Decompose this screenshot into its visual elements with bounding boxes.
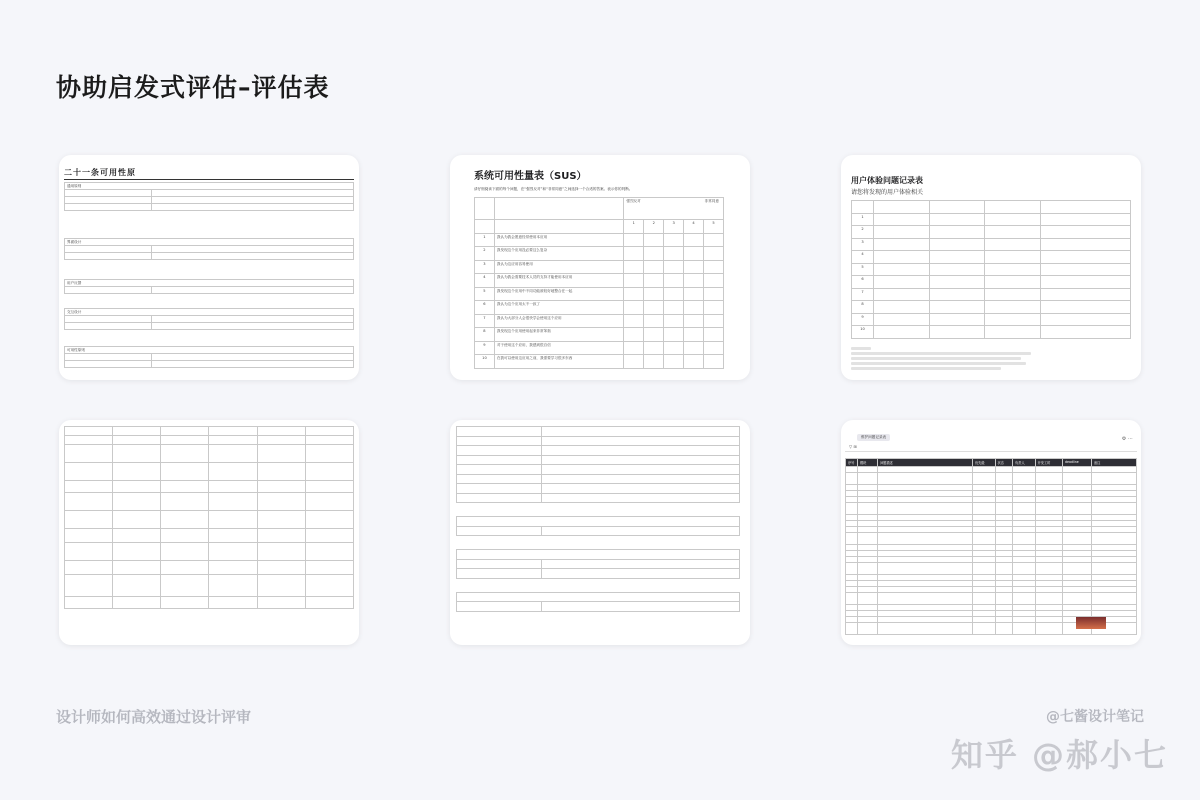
rating-cell[interactable]	[664, 287, 684, 301]
rating-cell[interactable]	[644, 274, 664, 288]
spreadsheet-cell[interactable]	[878, 533, 973, 545]
issue-cell[interactable]	[985, 276, 1041, 289]
watermark: 知乎 @郝小七	[950, 736, 1168, 774]
rating-cell[interactable]	[704, 274, 724, 288]
rating-cell[interactable]	[664, 355, 684, 369]
spreadsheet-cell[interactable]	[973, 623, 996, 635]
spreadsheet-cell[interactable]	[1013, 593, 1036, 605]
section-title: 通用原则	[64, 182, 354, 189]
spreadsheet-cell[interactable]	[1063, 473, 1092, 485]
issue-cell[interactable]	[874, 301, 930, 314]
row-number: 1	[852, 213, 874, 226]
row-number: 9	[852, 313, 874, 326]
column-header: 备注	[1092, 459, 1137, 467]
usability-principles-card	[59, 155, 359, 380]
spreadsheet-cell[interactable]	[1035, 533, 1062, 545]
spreadsheet-cell[interactable]	[858, 563, 878, 575]
question-text: 我认为我会需要技术人员的支持才能使用本应用	[494, 274, 623, 288]
spreadsheet-cell[interactable]	[995, 503, 1013, 515]
spreadsheet-cell[interactable]	[1013, 623, 1036, 635]
issue-cell[interactable]	[985, 238, 1041, 251]
question-number: 2	[475, 247, 495, 261]
issue-cell[interactable]	[1041, 251, 1131, 264]
question-text: 我认为我会愿意经常使用本应用	[494, 233, 623, 247]
rating-cell[interactable]	[644, 314, 664, 328]
principles-table	[64, 245, 354, 260]
issue-cell[interactable]	[874, 251, 930, 264]
rating-cell[interactable]	[664, 260, 684, 274]
spreadsheet-table	[845, 458, 1137, 635]
spreadsheet-cell[interactable]	[878, 473, 973, 485]
rating-cell[interactable]	[624, 287, 644, 301]
spreadsheet-cell[interactable]	[1035, 473, 1062, 485]
screenshot-thumbnail	[1076, 617, 1106, 629]
sus-question-row	[475, 274, 724, 288]
spreadsheet-row	[846, 503, 1137, 515]
issue-cell[interactable]	[985, 313, 1041, 326]
question-number: 8	[475, 328, 495, 342]
question-text: 我发现这个应用没必要这么复杂	[494, 247, 623, 261]
section-title: 可用性原则	[64, 346, 354, 353]
column-header: deadline	[1063, 459, 1092, 467]
issue-cell[interactable]	[985, 226, 1041, 239]
spreadsheet-cell[interactable]	[858, 623, 878, 635]
scale-number: 4	[684, 220, 704, 234]
row-number: 7	[852, 288, 874, 301]
spreadsheet-row	[846, 593, 1137, 605]
issue-cell[interactable]	[929, 238, 985, 251]
spreadsheet-cell[interactable]	[995, 593, 1013, 605]
ux-issue-table	[851, 200, 1131, 339]
question-number: 4	[475, 274, 495, 288]
spreadsheet-cell[interactable]	[1092, 473, 1137, 485]
spreadsheet-cell[interactable]	[1092, 533, 1137, 545]
card-heading: 用户体验问题记录表	[851, 176, 923, 185]
issue-cell[interactable]	[929, 251, 985, 264]
issue-row	[852, 238, 1131, 251]
rating-cell[interactable]	[644, 260, 664, 274]
share-icon[interactable]: ⚙ ⋯	[1121, 436, 1133, 442]
principles-table	[64, 353, 354, 368]
principles-table	[64, 286, 354, 294]
issue-cell[interactable]	[985, 288, 1041, 301]
issue-cell[interactable]	[1041, 276, 1131, 289]
rating-cell[interactable]	[644, 233, 664, 247]
spreadsheet-cell[interactable]	[1035, 503, 1062, 515]
issue-cell[interactable]	[1041, 238, 1131, 251]
issue-cell[interactable]	[1041, 326, 1131, 339]
scale-number: 1	[624, 220, 644, 234]
card-heading: 二十一条可用性原	[64, 168, 136, 177]
evaluation-grid-card	[59, 420, 359, 645]
issue-cell[interactable]	[874, 263, 930, 276]
rating-cell[interactable]	[644, 341, 664, 355]
spreadsheet-cell[interactable]	[1063, 503, 1092, 515]
spreadsheet-cell[interactable]	[846, 473, 858, 485]
spreadsheet-cell[interactable]	[1035, 593, 1062, 605]
rating-cell[interactable]	[704, 233, 724, 247]
spreadsheet-cell[interactable]	[1013, 563, 1036, 575]
issue-cell[interactable]	[929, 276, 985, 289]
spreadsheet-cell[interactable]	[878, 563, 973, 575]
rating-cell[interactable]	[664, 314, 684, 328]
spreadsheet-row	[846, 563, 1137, 575]
section-title: 界面设计	[64, 238, 354, 245]
sus-scale-card	[450, 155, 750, 380]
sus-question-row	[475, 355, 724, 369]
column-header: 问题描述	[878, 459, 973, 467]
rating-cell[interactable]	[684, 260, 704, 274]
row-number: 3	[852, 238, 874, 251]
spreadsheet-cell[interactable]	[1063, 563, 1092, 575]
scale-left-label: 强烈反对	[626, 199, 641, 203]
rating-cell[interactable]	[704, 341, 724, 355]
rating-cell[interactable]	[684, 274, 704, 288]
spreadsheet-cell[interactable]	[1013, 503, 1036, 515]
scale-number: 5	[704, 220, 724, 234]
principles-section	[64, 346, 354, 368]
principles-table	[64, 189, 354, 211]
sus-question-row	[475, 247, 724, 261]
issue-cell[interactable]	[929, 288, 985, 301]
issue-row	[852, 288, 1131, 301]
rating-cell[interactable]	[684, 314, 704, 328]
section-title: 用户反馈	[64, 279, 354, 286]
rating-cell[interactable]	[684, 287, 704, 301]
card-subtitle: 请仔细阅读下面的每个问题，在“强烈反对”和“非常同意”之间选择一个合适的答案。表示你的判断。	[474, 187, 633, 191]
row-number: 4	[852, 251, 874, 264]
question-number: 3	[475, 260, 495, 274]
question-number: 7	[475, 314, 495, 328]
issue-cell[interactable]	[985, 263, 1041, 276]
rating-cell[interactable]	[684, 247, 704, 261]
spreadsheet-cell[interactable]	[1092, 563, 1137, 575]
row-number: 2	[852, 226, 874, 239]
spreadsheet-cell[interactable]	[973, 563, 996, 575]
issue-cell[interactable]	[1041, 288, 1131, 301]
spreadsheet-cell[interactable]	[973, 593, 996, 605]
issue-row	[852, 226, 1131, 239]
rating-cell[interactable]	[664, 247, 684, 261]
spreadsheet-cell[interactable]	[973, 503, 996, 515]
sus-question-row	[475, 341, 724, 355]
spreadsheet-cell[interactable]	[1092, 593, 1137, 605]
spreadsheet-cell[interactable]	[846, 533, 858, 545]
issue-row	[852, 213, 1131, 226]
rating-cell[interactable]	[624, 233, 644, 247]
sheet-tab[interactable]: 维护问题记录表	[857, 434, 890, 441]
rating-cell[interactable]	[704, 287, 724, 301]
spreadsheet-cell[interactable]	[995, 473, 1013, 485]
rating-cell[interactable]	[664, 328, 684, 342]
column-header: 模块	[858, 459, 878, 467]
principles-section	[64, 238, 354, 260]
issue-row	[852, 276, 1131, 289]
spreadsheet-cell[interactable]	[1092, 503, 1137, 515]
question-text: 我发现这个应用使用起来非常笨拙	[494, 328, 623, 342]
issue-cell[interactable]	[874, 276, 930, 289]
rating-cell[interactable]	[664, 274, 684, 288]
scale-right-label: 非常同意	[704, 199, 719, 203]
rating-cell[interactable]	[624, 260, 644, 274]
rating-cell[interactable]	[684, 301, 704, 315]
rating-cell[interactable]	[664, 301, 684, 315]
question-number: 9	[475, 341, 495, 355]
issue-tracker-spreadsheet-card	[841, 420, 1141, 645]
rating-cell[interactable]	[684, 328, 704, 342]
question-text: 对于使用这个应用，我感到很自信	[494, 341, 623, 355]
issue-cell[interactable]	[874, 226, 930, 239]
footer-author: @七酱设计笔记	[1046, 709, 1144, 725]
rating-cell[interactable]	[704, 301, 724, 315]
rating-cell[interactable]	[704, 328, 724, 342]
spreadsheet-cell[interactable]	[995, 533, 1013, 545]
spreadsheet-cell[interactable]	[1063, 533, 1092, 545]
column-header: 优先级	[973, 459, 996, 467]
card-subtitle: 请您将发现的用户体验相关	[851, 189, 924, 196]
issue-cell[interactable]	[929, 226, 985, 239]
sus-question-row	[475, 328, 724, 342]
issue-cell[interactable]	[874, 238, 930, 251]
sus-question-row	[475, 314, 724, 328]
sus-question-row	[475, 260, 724, 274]
issue-cell[interactable]	[985, 301, 1041, 314]
heading-divider	[64, 179, 354, 180]
question-number: 6	[475, 301, 495, 315]
rating-cell[interactable]	[704, 314, 724, 328]
spreadsheet-cell[interactable]	[858, 533, 878, 545]
principles-section	[64, 308, 354, 330]
rating-cell[interactable]	[644, 301, 664, 315]
rating-cell[interactable]	[684, 341, 704, 355]
sus-question-row	[475, 301, 724, 315]
rating-cell[interactable]	[624, 328, 644, 342]
spreadsheet-cell[interactable]	[1035, 623, 1062, 635]
rating-cell[interactable]	[644, 328, 664, 342]
scale-number: 2	[644, 220, 664, 234]
spreadsheet-cell[interactable]	[1013, 473, 1036, 485]
issue-row	[852, 326, 1131, 339]
column-header: 状态	[995, 459, 1013, 467]
evaluation-grid-table	[64, 426, 354, 609]
question-text: 在我可以使用这应用之前，我需要学习很多东西	[494, 355, 623, 369]
question-text: 我认为大部分人会很快学会使用这个应用	[494, 314, 623, 328]
issue-cell[interactable]	[929, 326, 985, 339]
issue-cell[interactable]	[1041, 213, 1131, 226]
spreadsheet-cell[interactable]	[858, 473, 878, 485]
spreadsheet-row	[846, 473, 1137, 485]
spreadsheet-cell[interactable]	[878, 623, 973, 635]
spreadsheet-cell[interactable]	[846, 563, 858, 575]
question-number: 10	[475, 355, 495, 369]
issue-cell[interactable]	[874, 288, 930, 301]
issue-row	[852, 301, 1131, 314]
ux-issue-log-card	[841, 155, 1141, 380]
scale-number: 3	[664, 220, 684, 234]
rating-cell[interactable]	[624, 301, 644, 315]
question-number: 1	[475, 233, 495, 247]
issue-cell[interactable]	[874, 313, 930, 326]
question-text: 我发现这个应用中不同功能被较好地整合在一起	[494, 287, 623, 301]
rating-cell[interactable]	[624, 355, 644, 369]
spreadsheet-cell[interactable]	[878, 503, 973, 515]
rating-cell[interactable]	[644, 355, 664, 369]
rating-cell[interactable]	[624, 247, 644, 261]
sus-table	[474, 197, 724, 369]
rating-cell[interactable]	[664, 341, 684, 355]
question-text: 我认为这应用容易使用	[494, 260, 623, 274]
rating-cell[interactable]	[624, 314, 644, 328]
column-header: 开发工时	[1035, 459, 1062, 467]
row-number: 10	[852, 326, 874, 339]
checklist-table	[456, 426, 740, 612]
row-number: 6	[852, 276, 874, 289]
issue-cell[interactable]	[985, 326, 1041, 339]
card-heading: 系统可用性量表（SUS）	[474, 171, 587, 182]
issue-cell[interactable]	[874, 326, 930, 339]
issue-cell[interactable]	[929, 263, 985, 276]
checklist-card	[450, 420, 750, 645]
issue-row	[852, 313, 1131, 326]
toolbar-icons: ▽ ⊞	[849, 444, 857, 449]
spreadsheet-tabbar	[845, 434, 890, 442]
column-header: 序号	[846, 459, 858, 467]
issue-cell[interactable]	[1041, 301, 1131, 314]
rating-cell[interactable]	[684, 355, 704, 369]
spreadsheet-cell[interactable]	[995, 623, 1013, 635]
rating-cell[interactable]	[644, 247, 664, 261]
notes-block	[851, 347, 1051, 372]
rating-cell[interactable]	[624, 341, 644, 355]
spreadsheet-cell[interactable]	[1013, 533, 1036, 545]
rating-cell[interactable]	[644, 287, 664, 301]
rating-cell[interactable]	[684, 233, 704, 247]
issue-row	[852, 251, 1131, 264]
row-number: 5	[852, 263, 874, 276]
spreadsheet-cell[interactable]	[846, 623, 858, 635]
issue-cell[interactable]	[985, 213, 1041, 226]
spreadsheet-cell[interactable]	[973, 533, 996, 545]
rating-cell[interactable]	[704, 260, 724, 274]
footer-subtitle: 设计师如何高效通过设计评审	[56, 708, 252, 726]
spreadsheet-cell[interactable]	[995, 563, 1013, 575]
issue-cell[interactable]	[874, 213, 930, 226]
spreadsheet-cell[interactable]	[1063, 593, 1092, 605]
rating-cell[interactable]	[704, 247, 724, 261]
spreadsheet-cell[interactable]	[1035, 563, 1062, 575]
spreadsheet-cell[interactable]	[878, 593, 973, 605]
issue-row	[852, 263, 1131, 276]
column-header: 负责人	[1013, 459, 1036, 467]
issue-cell[interactable]	[929, 213, 985, 226]
issue-cell[interactable]	[1041, 263, 1131, 276]
rating-cell[interactable]	[624, 274, 644, 288]
sus-question-row	[475, 287, 724, 301]
sus-question-row	[475, 233, 724, 247]
page-title: 协助启发式评估–评估表	[56, 73, 330, 102]
spreadsheet-cell[interactable]	[858, 593, 878, 605]
issue-cell[interactable]	[985, 251, 1041, 264]
issue-cell[interactable]	[929, 301, 985, 314]
rating-cell[interactable]	[664, 233, 684, 247]
issue-cell[interactable]	[1041, 226, 1131, 239]
spreadsheet-row	[846, 533, 1137, 545]
spreadsheet-cell[interactable]	[858, 503, 878, 515]
rating-cell[interactable]	[704, 355, 724, 369]
question-text: 我认为这个应用太不一致了	[494, 301, 623, 315]
row-number: 8	[852, 301, 874, 314]
spreadsheet-cell[interactable]	[846, 503, 858, 515]
section-title: 交互设计	[64, 308, 354, 315]
issue-cell[interactable]	[1041, 313, 1131, 326]
principles-section	[64, 182, 354, 211]
spreadsheet-cell[interactable]	[846, 593, 858, 605]
principles-section	[64, 279, 354, 294]
question-number: 5	[475, 287, 495, 301]
principles-table	[64, 315, 354, 330]
issue-cell[interactable]	[929, 313, 985, 326]
spreadsheet-cell[interactable]	[973, 473, 996, 485]
